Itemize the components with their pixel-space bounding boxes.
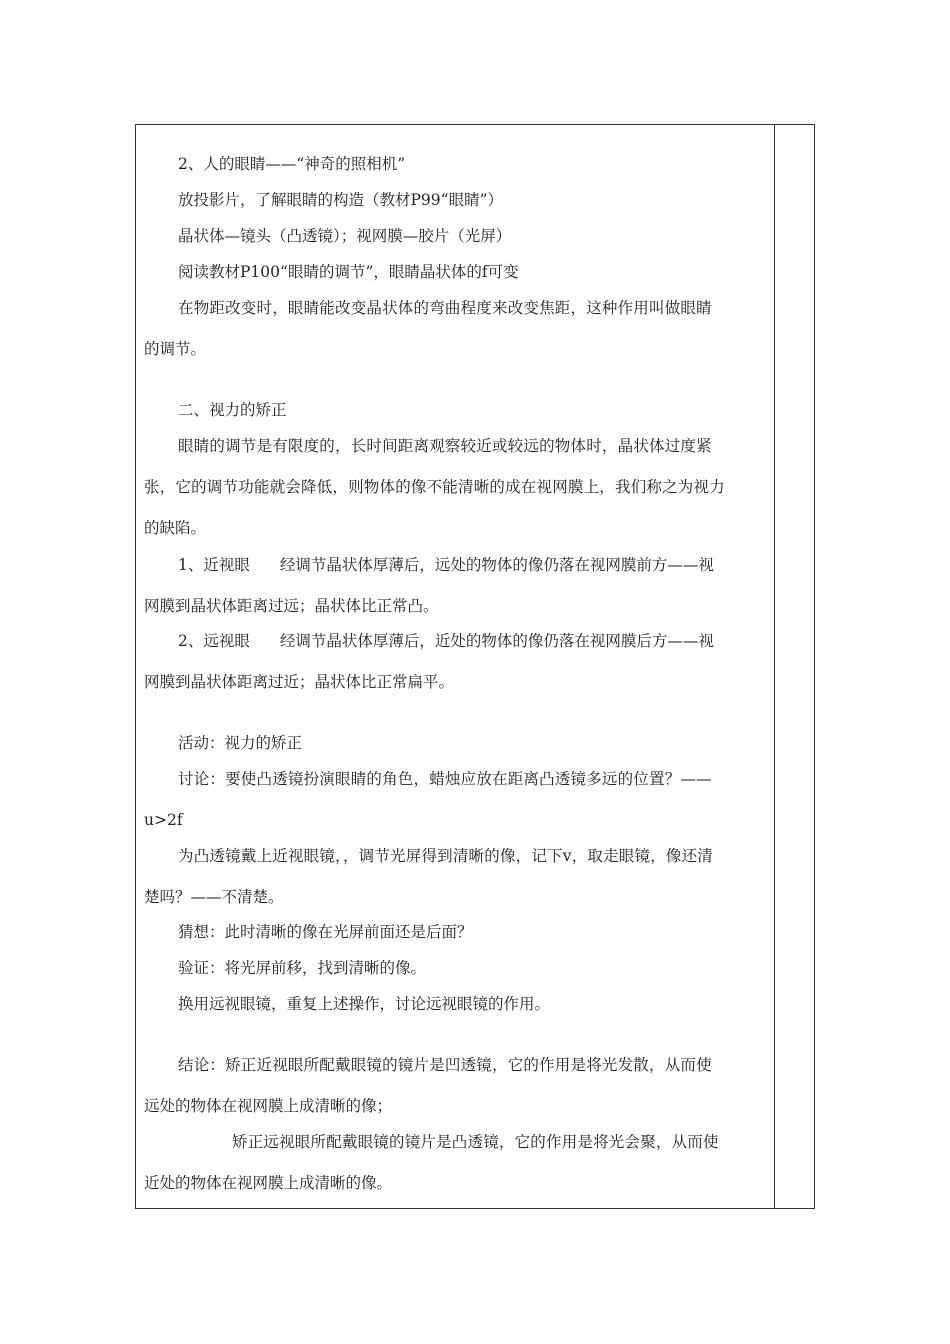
- correction-heading: 二、视力的矫正: [178, 401, 287, 419]
- eye-heading: 2、人的眼睛——“神奇的照相机”: [178, 155, 406, 173]
- verify-line: 验证：将光屏前移，找到清晰的像。: [178, 959, 427, 977]
- conclusion-line-1: 结论：矫正近视眼所配戴眼镜的镜片是凹透镜，它的作用是将光发散，从而使: [178, 1056, 712, 1074]
- myopia-line-2: 网膜到晶状体距离过远；晶状体比正常凸。: [144, 597, 439, 615]
- conclusion-line-4: 近处的物体在视网膜上成清晰的像。: [144, 1174, 393, 1192]
- hyperopia-description: 经调节晶状体厚薄后，近处的物体的像仍落在视网膜后方——视: [279, 632, 714, 650]
- farsight-line: 换用远视眼镜，重复上述操作，讨论远视眼镜的作用。: [178, 995, 551, 1013]
- conclusion-line-2: 远处的物体在视网膜上成清晰的像；: [144, 1097, 393, 1115]
- myopia-description: 经调节晶状体厚薄后，远处的物体的像仍落在视网膜前方——视: [279, 556, 714, 574]
- eye-paragraph-2: 晶状体—镜头（凸透镜）；视网膜—胶片（光屏）: [178, 227, 512, 245]
- glasses-line-2: 楚吗？——不清楚。: [144, 888, 284, 906]
- hyperopia-label: 2、远视眼: [178, 632, 250, 650]
- lesson-table: [135, 124, 815, 1209]
- glasses-line-1: 为凸透镜戴上近视眼镜，，调节光屏得到清晰的像，记下v，取走眼镜，像还清: [178, 847, 714, 865]
- hyperopia-line-1: [178, 631, 714, 651]
- correction-paragraph-line-1: 眼睛的调节是有限度的，长时间距离观察较近或较远的物体时，晶状体过度紧: [178, 437, 712, 455]
- eye-paragraph-1: 放投影片，了解眼睛的构造（教材P99“眼睛”）: [178, 191, 504, 209]
- eye-paragraph-3: 阅读教材P100“眼睛的调节”，眼睛晶状体的f可变: [178, 263, 519, 281]
- eye-paragraph-4-line-2: 的调节。: [144, 340, 207, 358]
- hyperopia-line-2: 网膜到晶状体距离过近；晶状体比正常扁平。: [144, 673, 455, 691]
- myopia-line-1: [178, 555, 714, 575]
- discussion-line-1: 讨论：要使凸透镜扮演眼睛的角色，蜡烛应放在距离凸透镜多远的位置？——: [178, 770, 712, 788]
- correction-paragraph-line-2: 张，它的调节功能就会降低，则物体的像不能清晰的成在视网膜上，我们称之为视力: [144, 478, 725, 496]
- discussion-line-2: u>2f: [144, 811, 183, 829]
- eye-paragraph-4-line-1: 在物距改变时，眼睛能改变晶状体的弯曲程度来改变焦距，这种作用叫做眼睛: [178, 299, 712, 317]
- conclusion-line-3: 矫正远视眼所配戴眼镜的镜片是凸透镜，它的作用是将光会聚，从而使: [232, 1133, 719, 1151]
- correction-paragraph-line-3: 的缺陷。: [144, 519, 207, 537]
- guess-line: 猜想：此时清晰的像在光屏前面还是后面？: [178, 923, 473, 941]
- myopia-label: 1、近视眼: [178, 556, 250, 574]
- activity-heading: 活动：视力的矫正: [178, 734, 303, 752]
- column-divider: [774, 125, 775, 1208]
